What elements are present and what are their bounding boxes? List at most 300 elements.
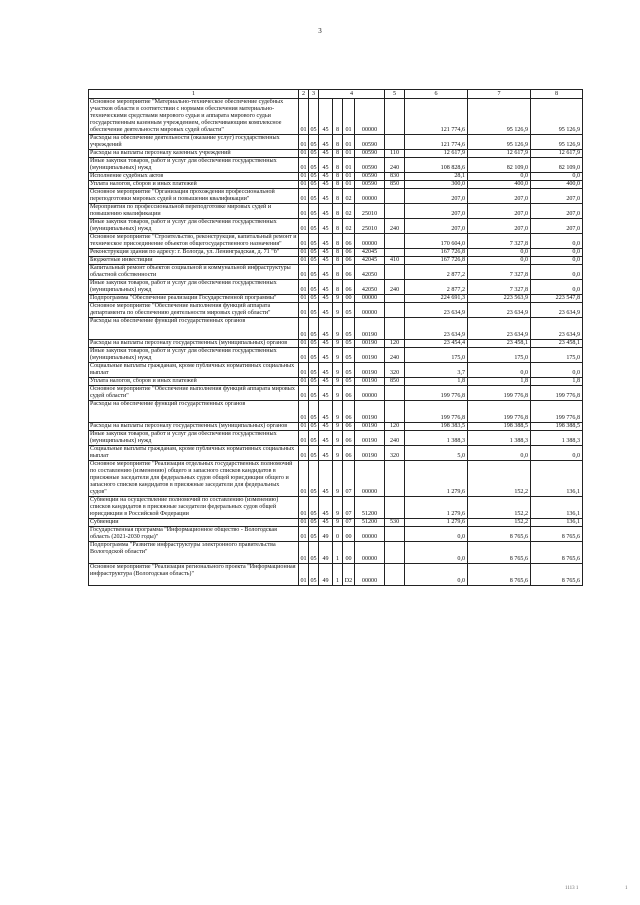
cell-event: 05 (343, 303, 355, 318)
cell-name: Основное мероприятие "Обеспечение выполнения функций аппарата мировых судей области" (89, 386, 299, 401)
cell-direction: 00000 (355, 295, 385, 303)
cell-program: 45 (319, 181, 333, 189)
cell-subprogram: 9 (333, 363, 343, 378)
table-row (89, 135, 583, 150)
cell-expense-type: 530 (385, 519, 405, 527)
cell-name: Капитальный ремонт объектов социальной и коммунальной инфраструктуры областной собственности (89, 265, 299, 280)
cell-amount-year3: 223 547,8 (531, 295, 583, 303)
cell-name: Бюджетные инвестиции (89, 257, 299, 265)
cell-expense-type: 110 (385, 150, 405, 158)
cell-section: 01 (300, 519, 307, 525)
cell-event: D2 (343, 564, 355, 586)
cell-amount-year3: 95 126,9 (531, 135, 583, 150)
cell-direction: 51200 (355, 519, 385, 527)
cell-amount-year2: 0,0 (468, 257, 531, 265)
cell-amount-year1: 23 634,9 (405, 318, 468, 340)
cell-expense-type (385, 204, 405, 219)
cell-program: 45 (319, 303, 333, 318)
cell-subprogram: 9 (333, 295, 343, 303)
cell-subsection: 05 (309, 303, 319, 318)
cell-amount-year1: 5,0 (405, 446, 468, 461)
cell-name: Социальные выплаты гражданам, кроме публичных нормативных социальных выплат (89, 446, 299, 461)
cell-subprogram: 8 (333, 257, 343, 265)
footer-mark: 1 (625, 886, 628, 891)
cell-event: 01 (343, 150, 355, 158)
cell-subsection: 05 (309, 401, 319, 423)
table-row (89, 461, 583, 497)
cell-amount-year2: 0,0 (468, 446, 531, 461)
cell-amount-year3: 1 388,3 (531, 431, 583, 446)
cell-subsection: 05 (310, 181, 317, 187)
cell-direction: 00590 (355, 181, 385, 189)
table-row (89, 363, 583, 378)
cell-amount-year2: 95 126,9 (468, 99, 531, 135)
cell-amount-year1: 175,0 (405, 348, 468, 363)
cell-expense-type: 320 (385, 363, 405, 378)
cell-amount-year2: 7 327,8 (468, 265, 531, 280)
cell-subsection: 05 (309, 564, 319, 586)
cell-name: Мероприятия по профессиональной переподготовке мировых судей и повышению квалификации (89, 204, 299, 219)
cell-section: 01 (299, 461, 309, 497)
cell-subprogram: 0 (333, 527, 343, 542)
cell-amount-year1: 300,0 (405, 181, 468, 189)
cell-subprogram: 8 (333, 219, 343, 234)
cell-program: 45 (319, 204, 333, 219)
cell-amount-year1: 121 774,6 (405, 99, 468, 135)
cell-section: 01 (299, 386, 309, 401)
cell-section: 01 (300, 150, 307, 156)
cell-amount-year1: 167 726,8 (405, 257, 468, 265)
cell-amount-year1: 198 383,5 (405, 423, 468, 431)
table-row (89, 564, 583, 586)
cell-expense-type (385, 497, 405, 519)
cell-program: 45 (319, 219, 333, 234)
cell-program: 45 (319, 386, 333, 401)
cell-name: Уплата налогов, сборов и иных платежей (89, 378, 299, 386)
cell-amount-year3: 0,0 (531, 257, 583, 265)
cell-subsection: 05 (309, 135, 319, 150)
cell-event: 06 (343, 401, 355, 423)
cell-name: Расходы на выплаты персоналу казенных учреждений (89, 150, 299, 158)
cell-event: 00 (343, 295, 355, 303)
cell-name: Реконструкция здания по адресу: г. Вологда, ул. Ленинградская, д. 71 "б" (89, 249, 299, 257)
cell-amount-year2: 82 109,0 (468, 158, 531, 173)
cell-amount-year2: 7 327,8 (468, 280, 531, 295)
cell-amount-year3: 1,8 (531, 378, 583, 386)
cell-direction: 00000 (355, 99, 385, 135)
cell-subprogram: 9 (333, 386, 343, 401)
cell-amount-year3: 400,0 (531, 181, 583, 189)
cell-section: 01 (299, 234, 309, 249)
cell-expense-type (385, 99, 405, 135)
cell-name: Государственная программа "Информационное общество - Вологодская область (2021-2030 годы)" (89, 527, 299, 542)
cell-amount-year2: 0,0 (468, 173, 531, 181)
header-cell-section: 2 (299, 90, 309, 99)
cell-program: 45 (319, 249, 333, 257)
cell-expense-type: 120 (385, 340, 405, 348)
cell-name: Расходы на выплаты персоналу государственных (муниципальных) органов (89, 340, 299, 348)
cell-amount-year1: 167 726,8 (405, 249, 468, 257)
cell-amount-year1: 12 617,9 (405, 150, 468, 158)
header-cell-subsection: 3 (309, 90, 319, 99)
cell-subprogram: 9 (333, 378, 343, 386)
cell-subsection: 05 (309, 158, 319, 173)
table-row (89, 249, 583, 257)
table-row (89, 204, 583, 219)
cell-amount-year2: 8 765,6 (468, 542, 531, 564)
cell-subprogram: 9 (333, 519, 343, 527)
cell-section: 01 (299, 446, 309, 461)
cell-expense-type (385, 135, 405, 150)
cell-amount-year2: 198 388,5 (468, 423, 531, 431)
cell-event: 06 (343, 423, 355, 431)
cell-direction: 42045 (355, 257, 385, 265)
cell-name: Подпрограмма "Обеспечение реализации Государственной программы" (89, 295, 299, 303)
cell-event: 01 (343, 158, 355, 173)
cell-direction: 00000 (355, 564, 385, 586)
cell-amount-year3: 8 765,6 (531, 542, 583, 564)
cell-expense-type: 240 (385, 158, 405, 173)
cell-program: 45 (319, 446, 333, 461)
cell-amount-year3: 207,0 (531, 189, 583, 204)
cell-section: 01 (299, 564, 309, 586)
cell-subsection: 05 (310, 423, 317, 429)
cell-event: 02 (343, 219, 355, 234)
cell-name: Расходы на выплаты персоналу государственных (муниципальных) органов (89, 423, 299, 431)
cell-event: 05 (343, 348, 355, 363)
cell-program: 45 (319, 519, 333, 527)
cell-expense-type (385, 461, 405, 497)
cell-event: 06 (343, 234, 355, 249)
cell-amount-year3: 0,0 (531, 173, 583, 181)
cell-subprogram: 8 (333, 280, 343, 295)
cell-amount-year1: 23 634,9 (405, 303, 468, 318)
cell-subsection: 05 (309, 318, 319, 340)
cell-amount-year2: 0,0 (468, 363, 531, 378)
cell-program: 45 (319, 401, 333, 423)
cell-amount-year2: 23 634,9 (468, 318, 531, 340)
cell-direction: 42050 (355, 265, 385, 280)
cell-expense-type (385, 303, 405, 318)
cell-amount-year1: 23 454,4 (405, 340, 468, 348)
table-row (89, 189, 583, 204)
cell-section: 01 (299, 348, 309, 363)
cell-event: 05 (343, 363, 355, 378)
cell-expense-type (385, 564, 405, 586)
cell-expense-type (385, 401, 405, 423)
header-cell-year1: 6 (405, 90, 468, 99)
cell-section: 01 (299, 303, 309, 318)
cell-event: 02 (343, 204, 355, 219)
table-row (89, 527, 583, 542)
cell-amount-year2: 207,0 (468, 219, 531, 234)
cell-direction: 00000 (355, 189, 385, 204)
table-row (89, 542, 583, 564)
cell-program: 45 (319, 318, 333, 340)
cell-event: 06 (343, 257, 355, 265)
cell-name: Основное мероприятие "Материально-техническое обеспечение судебных участков области в соответствии с нормами обеспечения материально-техническими средствами мирового судьи и аппарата мирового судьи государственным казенным учреждением, обеспечивающим комплексное обеспечение деятельности мировых судей области" (89, 99, 299, 135)
cell-section: 01 (300, 249, 307, 255)
cell-subprogram: 9 (333, 340, 343, 348)
table-row (89, 99, 583, 135)
cell-name: Уплата налогов, сборов и иных платежей (89, 181, 299, 189)
cell-section: 01 (300, 423, 307, 429)
cell-amount-year3: 207,0 (531, 219, 583, 234)
cell-amount-year2: 7 327,8 (468, 234, 531, 249)
cell-direction: 00190 (355, 431, 385, 446)
cell-expense-type (385, 234, 405, 249)
cell-program: 45 (319, 173, 333, 181)
cell-amount-year1: 108 828,6 (405, 158, 468, 173)
cell-amount-year2: 1 388,3 (468, 431, 531, 446)
cell-event: 01 (343, 181, 355, 189)
table-row (89, 318, 583, 340)
cell-name: Субвенции на осуществление полномочий по составлению (изменению) списков кандидатов в присяжные заседатели федеральных судов общей юрисдикции в Российской Федерации (89, 497, 299, 519)
cell-expense-type: 240 (385, 280, 405, 295)
cell-amount-year1: 1,8 (405, 378, 468, 386)
table-row (89, 431, 583, 446)
cell-subprogram: 9 (333, 318, 343, 340)
cell-subprogram: 9 (333, 401, 343, 423)
cell-name: Основное мероприятие "Строительство, реконструкция, капитальный ремонт и техническое присоединение объектов общегосударственного назначения" (89, 234, 299, 249)
cell-direction: 00000 (355, 461, 385, 497)
cell-amount-year3: 136,1 (531, 519, 583, 527)
cell-subprogram: 9 (333, 446, 343, 461)
cell-event: 06 (343, 386, 355, 401)
cell-program: 45 (319, 431, 333, 446)
cell-direction: 00000 (355, 303, 385, 318)
cell-subprogram: 9 (333, 431, 343, 446)
cell-event: 01 (343, 173, 355, 181)
cell-amount-year2: 12 617,9 (468, 150, 531, 158)
cell-amount-year3: 8 765,6 (531, 564, 583, 586)
cell-subsection: 05 (309, 542, 319, 564)
cell-amount-year1: 2 877,2 (405, 265, 468, 280)
cell-subprogram: 8 (333, 181, 343, 189)
cell-subsection: 05 (309, 446, 319, 461)
cell-amount-year3: 198 388,5 (531, 423, 583, 431)
cell-amount-year3: 175,0 (531, 348, 583, 363)
cell-direction: 25010 (355, 219, 385, 234)
cell-name: Субвенции (89, 519, 299, 527)
cell-amount-year3: 199 776,8 (531, 401, 583, 423)
cell-subsection: 05 (310, 340, 317, 346)
cell-direction: 42045 (355, 249, 385, 257)
cell-amount-year1: 1 279,6 (405, 519, 468, 527)
cell-program: 49 (319, 564, 333, 586)
cell-event: 06 (343, 446, 355, 461)
cell-expense-type (385, 318, 405, 340)
table-row (89, 150, 583, 158)
table-row (89, 519, 583, 527)
cell-section: 01 (299, 280, 309, 295)
cell-direction: 00190 (355, 363, 385, 378)
cell-amount-year2: 23 458,1 (468, 340, 531, 348)
table-row (89, 378, 583, 386)
cell-subprogram: 8 (333, 249, 343, 257)
table-row (89, 173, 583, 181)
cell-amount-year3: 0,0 (531, 363, 583, 378)
cell-program: 45 (319, 150, 333, 158)
cell-subprogram: 9 (333, 303, 343, 318)
cell-name: Иные закупки товаров, работ и услуг для обеспечения государственных (муниципальных) нужд (89, 158, 299, 173)
cell-expense-type (385, 527, 405, 542)
table-row (89, 265, 583, 280)
cell-amount-year1: 224 691,3 (405, 295, 468, 303)
cell-amount-year2: 152,2 (468, 519, 531, 527)
cell-program: 45 (319, 423, 333, 431)
cell-amount-year2: 207,0 (468, 189, 531, 204)
cell-amount-year3: 0,0 (531, 234, 583, 249)
cell-expense-type: 850 (385, 181, 405, 189)
cell-expense-type (385, 295, 405, 303)
cell-program: 45 (319, 265, 333, 280)
cell-section: 01 (299, 401, 309, 423)
cell-amount-year2: 152,2 (468, 497, 531, 519)
cell-program: 45 (319, 340, 333, 348)
cell-program: 45 (319, 363, 333, 378)
cell-expense-type: 830 (385, 173, 405, 181)
cell-amount-year2: 0,0 (468, 249, 531, 257)
cell-program: 45 (319, 280, 333, 295)
cell-name: Основное мероприятие "Организация прохождения профессиональной переподготовки мировых судей и повышения квалификации" (89, 189, 299, 204)
cell-amount-year3: 82 109,0 (531, 158, 583, 173)
cell-program: 45 (319, 497, 333, 519)
cell-section: 01 (299, 265, 309, 280)
cell-event: 06 (343, 265, 355, 280)
cell-subsection: 05 (309, 386, 319, 401)
cell-subsection: 05 (309, 348, 319, 363)
table-row (89, 348, 583, 363)
cell-direction: 00590 (355, 158, 385, 173)
cell-subsection: 05 (309, 189, 319, 204)
cell-amount-year3: 207,0 (531, 204, 583, 219)
cell-event: 05 (343, 340, 355, 348)
cell-subsection: 05 (309, 265, 319, 280)
cell-direction: 00190 (355, 378, 385, 386)
cell-expense-type (385, 542, 405, 564)
cell-section: 01 (299, 318, 309, 340)
page-number: 3 (318, 27, 322, 35)
cell-amount-year3: 136,1 (531, 461, 583, 497)
cell-amount-year3: 199 776,8 (531, 386, 583, 401)
cell-name: Иные закупки товаров, работ и услуг для обеспечения государственных (муниципальных) нужд (89, 431, 299, 446)
cell-amount-year3: 0,0 (531, 280, 583, 295)
cell-subprogram: 9 (333, 461, 343, 497)
cell-amount-year3: 23 458,1 (531, 340, 583, 348)
table-header-row (89, 90, 583, 99)
cell-amount-year1: 121 774,6 (405, 135, 468, 150)
cell-subsection: 05 (310, 257, 317, 263)
cell-event: 05 (343, 378, 355, 386)
cell-event: 02 (343, 189, 355, 204)
cell-subsection: 05 (309, 280, 319, 295)
cell-amount-year3: 0,0 (531, 446, 583, 461)
cell-subsection: 05 (310, 249, 317, 255)
cell-amount-year1: 207,0 (405, 219, 468, 234)
cell-amount-year3: 95 126,9 (531, 99, 583, 135)
cell-program: 45 (319, 461, 333, 497)
cell-event: 06 (343, 280, 355, 295)
cell-subsection: 05 (309, 431, 319, 446)
cell-amount-year1: 207,0 (405, 204, 468, 219)
cell-section: 01 (300, 257, 307, 263)
cell-event: 06 (343, 249, 355, 257)
cell-subsection: 05 (309, 461, 319, 497)
cell-name: Основное мероприятие "Реализация отдельных государственных полномочий по составлению (изменению) общего и запасного списков кандидатов в присяжные заседатели для федеральных судов общей юрисдикции общего и запасного списков кандидатов в присяжные заседатели для федеральных судов" (89, 461, 299, 497)
cell-subprogram: 1 (333, 542, 343, 564)
cell-amount-year3: 23 634,9 (531, 303, 583, 318)
cell-amount-year1: 0,0 (405, 564, 468, 586)
cell-section: 01 (300, 181, 307, 187)
cell-event: 07 (343, 497, 355, 519)
cell-amount-year2: 152,2 (468, 461, 531, 497)
cell-event: 07 (343, 519, 355, 527)
cell-direction: 51200 (355, 497, 385, 519)
cell-expense-type: 120 (385, 423, 405, 431)
cell-name: Исполнение судебных актов (89, 173, 299, 181)
table-body (89, 99, 583, 586)
cell-event: 00 (343, 542, 355, 564)
cell-amount-year1: 3,7 (405, 363, 468, 378)
cell-expense-type: 320 (385, 446, 405, 461)
cell-subsection: 05 (309, 204, 319, 219)
cell-subsection: 05 (310, 378, 317, 384)
cell-expense-type: 850 (385, 378, 405, 386)
cell-direction: 00190 (355, 340, 385, 348)
cell-subsection: 05 (309, 219, 319, 234)
cell-amount-year1: 170 604,0 (405, 234, 468, 249)
cell-section: 01 (299, 431, 309, 446)
cell-expense-type: 410 (385, 257, 405, 265)
cell-direction: 00190 (355, 446, 385, 461)
cell-section: 01 (300, 340, 307, 346)
cell-amount-year1: 2 877,2 (405, 280, 468, 295)
cell-direction: 00590 (355, 173, 385, 181)
cell-expense-type: 240 (385, 431, 405, 446)
cell-subprogram: 9 (333, 423, 343, 431)
cell-event: 05 (343, 318, 355, 340)
cell-expense-type (385, 265, 405, 280)
table-row (89, 280, 583, 295)
cell-amount-year2: 175,0 (468, 348, 531, 363)
cell-amount-year2: 8 765,6 (468, 564, 531, 586)
cell-expense-type (385, 386, 405, 401)
table-row (89, 303, 583, 318)
cell-expense-type (385, 249, 405, 257)
cell-subprogram: 8 (333, 204, 343, 219)
table-row (89, 158, 583, 173)
cell-direction: 00000 (355, 386, 385, 401)
header-cell-name: 1 (89, 90, 299, 99)
header-cell-type: 5 (385, 90, 405, 99)
cell-program: 49 (319, 542, 333, 564)
cell-direction: 00590 (355, 150, 385, 158)
cell-direction: 00190 (355, 423, 385, 431)
cell-amount-year2: 95 126,9 (468, 135, 531, 150)
cell-name: Основное мероприятие "Реализация регионального проекта "Информационная инфраструктура (Вологодская область)" (89, 564, 299, 586)
cell-direction: 00190 (355, 401, 385, 423)
budget-table-wrapper (88, 89, 583, 586)
cell-direction: 25010 (355, 204, 385, 219)
cell-subprogram: 8 (333, 234, 343, 249)
cell-subprogram: 8 (333, 189, 343, 204)
cell-amount-year2: 400,0 (468, 181, 531, 189)
cell-name: Расходы на обеспечение функций государственных органов (89, 318, 299, 340)
table-row (89, 257, 583, 265)
cell-program: 45 (319, 257, 333, 265)
footer-code: 1113 1 (565, 886, 579, 891)
